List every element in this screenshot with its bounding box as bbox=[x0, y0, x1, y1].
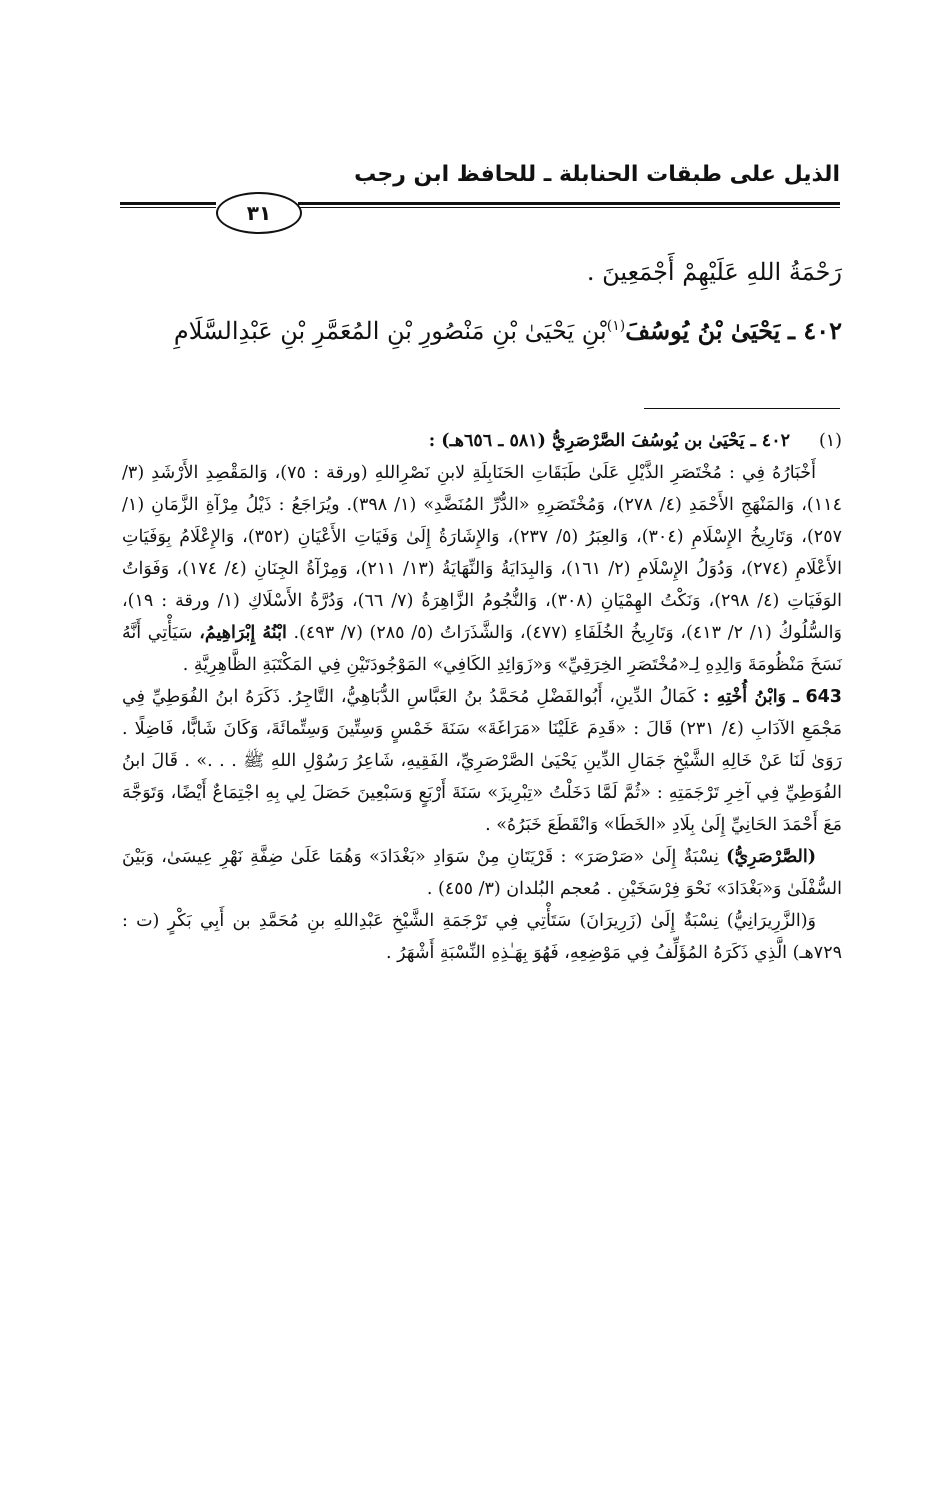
footnote-marker: (١) bbox=[606, 318, 626, 334]
nephew-label: ـ وَابْنُ أُخْتِهِ : bbox=[702, 687, 799, 707]
footnote-zariri bbox=[122, 905, 842, 969]
footnote-title: ٤٠٢ ـ يَحْيَىٰ بن يُوسُفَ الصَّرْصَرِيُّ (٥٨١ ـ ٦٥٦هـ) : bbox=[428, 431, 790, 451]
footnote-head bbox=[122, 425, 842, 457]
zariri-text: وَ(الزَّرِيرَانِيُّ) نِسْبَةٌ إِلَىٰ (زَرِيرَانَ) سَتَأْتِي فِي تَرْجَمَةِ الشَّيْخِ عَبْدِاللهِ بنِ مُحَمَّدِ بن أَبِي بَكْرٍ (ت : ٧٢٩هـ) الَّذِي ذَكَرَهُ المُؤَلِّفُ فِي مَوْضِعِهِ، فَهُوَ بِهَـٰذِهِ النِّسْبَةِ أَشْهَرُ . bbox=[122, 911, 842, 963]
entry-heading bbox=[112, 316, 842, 345]
sarsari-term: (الصَّرْصَرِيُّ) bbox=[726, 847, 816, 867]
entry-number: ٤٠٢ ـ bbox=[787, 316, 842, 345]
footnote-sources bbox=[122, 457, 842, 681]
son-name: ابْنُهُ إِبْرَاهِيمُ، bbox=[199, 623, 287, 643]
main-text-line-1 bbox=[112, 258, 842, 286]
running-title: الذيل على طبقات الحنابلة ـ للحافظ ابن رجب bbox=[354, 162, 840, 187]
nephew-number: 643 bbox=[805, 687, 842, 707]
nephew-text: كَمَالُ الدِّينِ، أَبُوالفَضْلِ مُحَمَّدُ بنُ العَبَّاسِ الدُّبَاهِيُّ، التَّاجِرُ. ذَكَرَهُ ابنُ الفُوَطِيِّ فِي مَجْمَعِ الآدَابِ (٤/ ٢٣١) قَالَ : «قَدِمَ عَلَيْنَا «مَرَاغَةَ» سَنَةَ خَمْسٍ وَسِتِّينَ وَسِتِّمائَةَ، وَكَانَ شَابًّا، فَاضِلًا . رَوَىٰ لَنَا عَنْ خَالِهِ الشَّيْخِ جَمَالِ الدِّينِ يَحْيَىٰ الصَّرْصَرِيِّ، الفَقِيهِ، شَاعِرُ رَسُوْلِ اللهِ ﷺ . . .» . قَالَ ابنُ الفُوَطِيِّ فِي آخِرِ تَرْجَمَتِهِ : «ثُمَّ لَمَّا دَخَلْتُ «تِبْرِيزَ» سَنَةَ أَرْبَعٍ وَسَبْعِينَ حَصَلَ لِي بِهِ اجْتِمَاعٌ أَيْضًا، وَتَوَجَّهَ مَعَ أَحْمَدَ الحَانِيِّ إِلَىٰ بِلَادِ «الخَطَا» وَانْقَطَعَ خَبَرُهُ» . bbox=[122, 687, 843, 835]
entry-lineage: بْنِ يَحْيَىٰ بْنِ مَنْصُورِ بْنِ المُعَمَّرِ بْنِ عَبْدِالسَّلَامِ bbox=[173, 317, 607, 345]
footnote-separator bbox=[644, 408, 840, 409]
son-note: سَيَأْتِي أَنَّهُ نَسَخَ مَنْظُومَةَ وَالِدِهِ لِـ«مُخْتَصَرِ الخِرَقِيِّ» وَ«زَوَائِدِ الكَافِي» المَوْجُودَتَيْنِ فِي المَكْتَبَةِ الظَّاهِرِيَّةِ . bbox=[122, 623, 842, 675]
entry-name: يَحْيَىٰ بْنُ يُوسُفَ bbox=[625, 316, 781, 345]
sarsari-text: نِسْبَةٌ إِلَىٰ «صَرْصَرَ» : قَرْيَتَانِ مِنْ سَوَادِ «بَغْدَادَ» وَهُمَا عَلَىٰ ضِفَّةِ نَهْرِ عِيسَىٰ، وَبَيْنَ السُّفْلَىٰ وَ«بَغْدَادَ» نَحْوَ فِرْسَخَيْنِ . مُعجم البُلدان (٣/ ٤٥٥) . bbox=[122, 847, 842, 899]
header-rule-right bbox=[298, 202, 840, 207]
footnotes bbox=[122, 425, 842, 969]
footnote-label: (١) bbox=[818, 431, 842, 451]
header-rule-left bbox=[120, 202, 216, 207]
footnote-sarsari bbox=[122, 841, 842, 905]
closing-phrase: رَحْمَةُ اللهِ عَلَيْهِمْ أَجْمَعِينَ . bbox=[586, 258, 842, 286]
sources-text: أَخْبَارُهُ فِي : مُخْتَصَرِ الذَّيْلِ عَلَىٰ طَبَقَاتِ الحَنَابِلَةِ لابنِ نَصْرِاللهِ (ورقة : ٧٥)، وَالمَقْصِدِ الأَرْشَدِ (٣/ ١١٤)، وَالمَنْهَجِ الأَحْمَدِ (٤/ ٢٧٨)، وَمُخْتَصَرِهِ «الدُّرِّ المُنَضَّدِ» (١/ ٣٩٨). ويُرَاجَعُ : ذَيْلُ مِرْآةِ الزَّمَانِ (١/ ٢٥٧)، وَتَارِيخُ الإِسْلَامِ (٣٠٤)، وَالعِبَرُ (٥/ ٢٣٧)، وَالإِشَارَةُ إِلَىٰ وَفَيَاتِ الأَعْيَانِ (٣٥٢)، وَالإِعْلَامُ بِوَفَيَاتِ الأَعْلَامِ (٢٧٤)، وَدُوَلُ الإِسْلَامِ (٢/ ١٦١)، وَالبِدَايَةُ وَالنِّهَايَةُ (١٣/ ٢١١)، وَمِرْآةُ الجِنَانِ (٤/ ١٧٤)، وَفَوَاتُ الوَفَيَاتِ (٤/ ٢٩٨)، وَنَكْتُ الهِمْيَانِ (٣٠٨)، وَالنُّجُومُ الزَّاهِرَةُ (٧/ ٦٦)، وَدُرَّةُ الأَسْلَاكِ (١/ ورقة : ١٩)، وَالسُّلُوكُ (١/ ٢/ ٤١٣)، وَتَارِيخُ الخُلَفَاءِ (٤٧٧)، وَالشَّذَرَاتُ (٥/ ٢٨٥) (٧/ ٤٩٣). bbox=[122, 463, 842, 643]
page-number: ٣١ bbox=[216, 192, 302, 234]
footnote-nephew bbox=[122, 681, 842, 841]
